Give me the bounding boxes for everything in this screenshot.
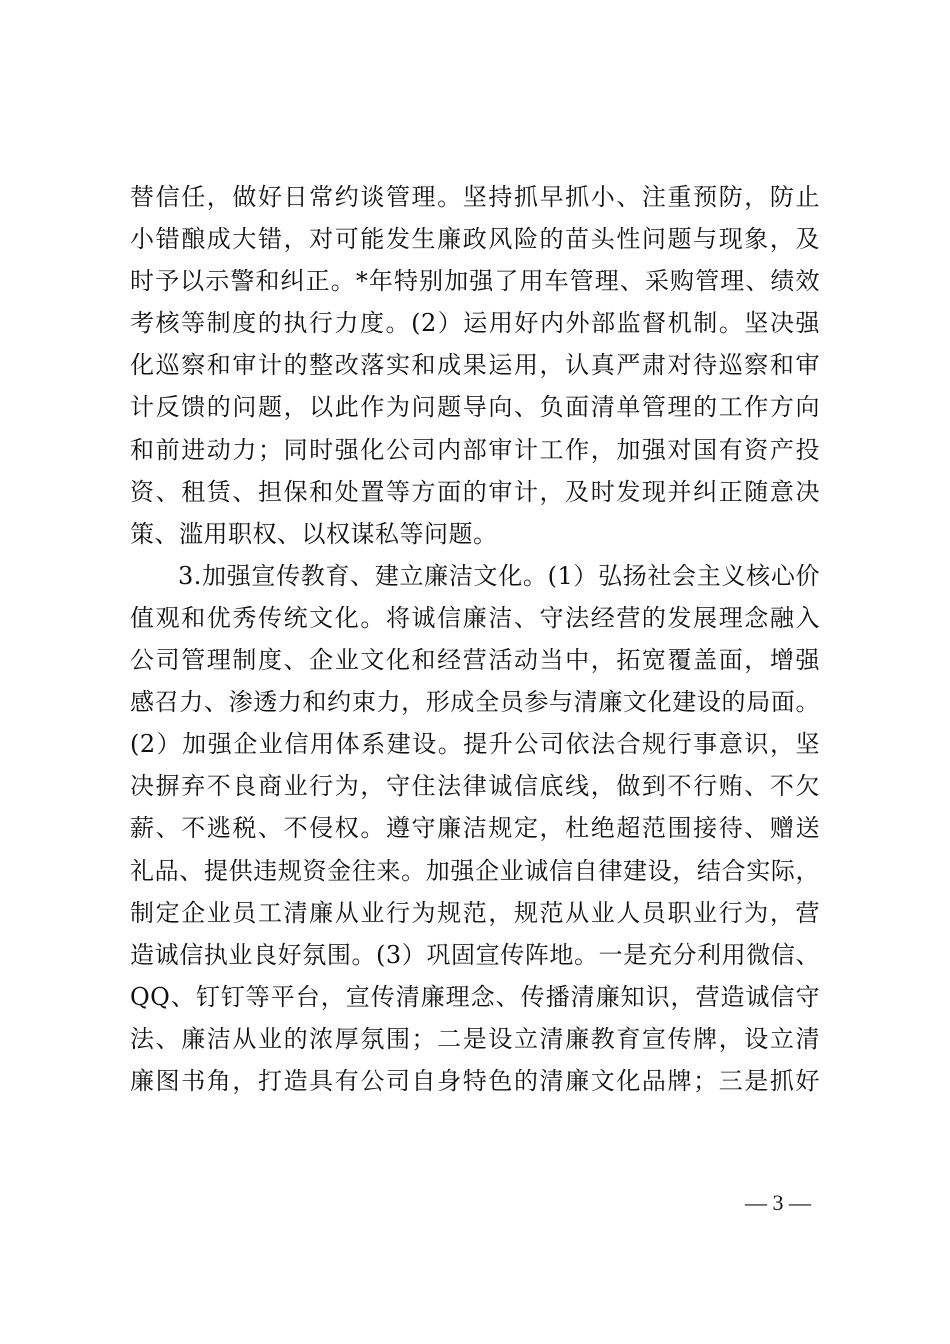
- text-line: 礼品、提供违规资金往来。加强企业诚信自律建设，结合实际，: [130, 856, 820, 885]
- text-line: 法、廉洁从业的浓厚氛围；二是设立清廉教育宣传牌，设立清: [130, 1024, 820, 1053]
- text-line: (2）加强企业信用体系建设。提升公司依法合规行事意识，坚: [130, 730, 820, 759]
- text-line: 公司管理制度、企业文化和经营活动当中，拓宽覆盖面，增强: [130, 646, 820, 675]
- text-line: 值观和优秀传统文化。将诚信廉洁、守法经营的发展理念融入: [130, 603, 820, 632]
- text-line: 决摒弃不良商业行为，守住法律诚信底线，做到不行贿、不欠: [130, 772, 820, 801]
- text-line: 计反馈的问题，以此作为问题导向、负面清单管理的工作方向: [130, 393, 820, 422]
- text-line: 时予以示警和纠正。*年特别加强了用车管理、采购管理、绩效: [130, 267, 820, 296]
- text-line: 策、滥用职权、以权谋私等问题。: [130, 519, 498, 548]
- text-line: 薪、不逃税、不侵权。遵守廉洁规定，杜绝超范围接待、赠送: [130, 814, 820, 843]
- text-line: 廉图书角，打造具有公司自身特色的清廉文化品牌；三是抓好: [130, 1066, 820, 1095]
- text-line: 制定企业员工清廉从业行为规范，规范从业人员职业行为，营: [130, 898, 820, 927]
- body-text: [130, 176, 820, 1102]
- section-heading-line: 3.加强宣传教育、建立廉洁文化。(1）弘扬社会主义核心价: [178, 561, 820, 590]
- text-line: 造诚信执业良好氛围。(3）巩固宣传阵地。一是充分利用微信、: [130, 940, 820, 969]
- text-line: 考核等制度的执行力度。(2）运用好内外部监督机制。坚决强: [130, 309, 820, 338]
- text-line: 替信任，做好日常约谈管理。坚持抓早抓小、注重预防，防止: [130, 183, 820, 211]
- text-line: 和前进动力；同时强化公司内部审计工作，加强对国有资产投: [130, 435, 820, 464]
- page-number: — 3 —: [745, 1190, 811, 1215]
- text-line: 小错酿成大错，对可能发生廉政风险的苗头性问题与现象，及: [130, 225, 820, 254]
- text-line: QQ、钉钉等平台，宣传清廉理念、传播清廉知识，营造诚信守: [130, 982, 820, 1011]
- text-line: 感召力、渗透力和约束力，形成全员参与清廉文化建设的局面。: [130, 688, 820, 717]
- text-line: 资、租赁、担保和处置等方面的审计，及时发现并纠正随意决: [130, 477, 820, 506]
- text-line: 化巡察和审计的整改落实和成果运用，认真严肃对待巡察和审: [130, 351, 820, 380]
